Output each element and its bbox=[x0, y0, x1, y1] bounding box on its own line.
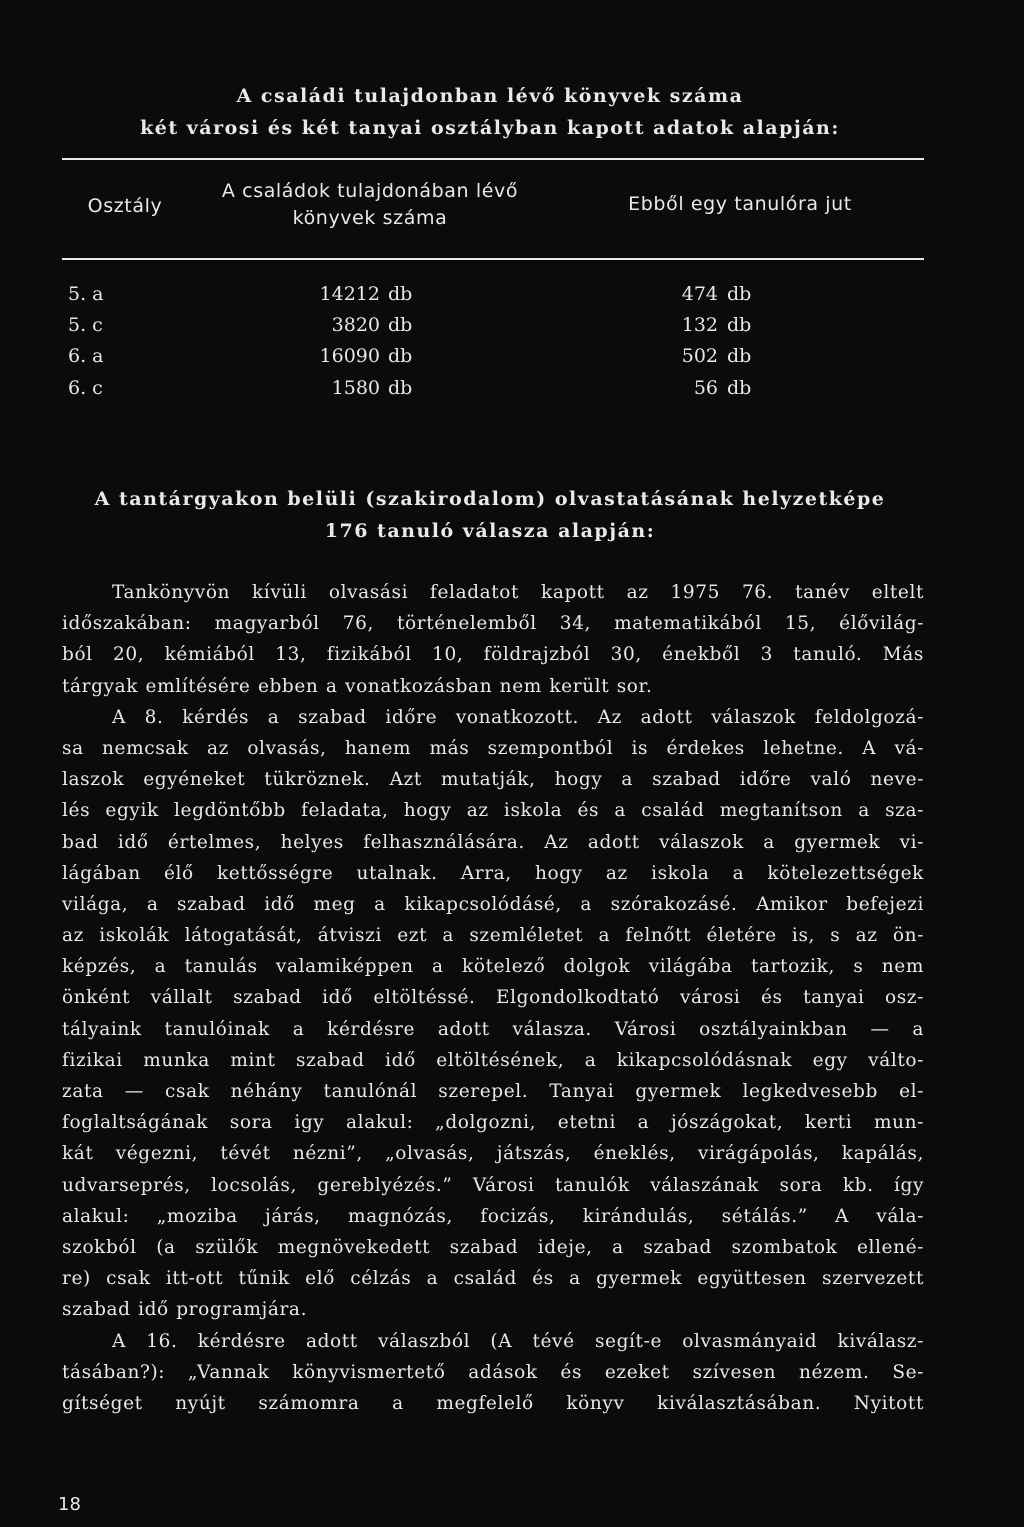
text-line: bad idő értelmes, helyes felhasználására. Az adott válaszok a gyermek vi- bbox=[62, 831, 924, 853]
text-line: szabad idő programjára. bbox=[62, 1299, 308, 1321]
cell-class: 6. a bbox=[68, 345, 104, 367]
cell-per-student: 56 bbox=[693, 377, 718, 399]
text-line: szokból (a szülők megnövekedett szabad ideje, a szabad szombatok ellené- bbox=[62, 1236, 924, 1258]
header-per-student: Ebből egy tanulóra jut bbox=[628, 193, 852, 215]
text-line: zata — csak néhány tanulónál szerepel. Tanyai gyermek legkedvesebb el- bbox=[62, 1081, 924, 1102]
cell-per-unit: db bbox=[727, 377, 752, 399]
cell-per-unit: db bbox=[727, 314, 752, 336]
table-row bbox=[0, 314, 1024, 347]
text-line: képzés, a tanulás valamiképpen a kötelező dolgok világába tartozik, s nem bbox=[62, 956, 924, 978]
section-title bbox=[60, 483, 920, 547]
table-top-rule bbox=[62, 158, 924, 160]
text-line: A 16. kérdésre adott válaszból (A tévé segít-e olvasmányaid kiválasz- bbox=[112, 1330, 924, 1352]
cell-per-unit: db bbox=[727, 345, 752, 367]
text-line: ból 20, kémiából 13, fizikából 10, földrajzból 30, énekből 3 tanuló. Más bbox=[62, 644, 924, 666]
cell-books: 14212 bbox=[319, 283, 380, 305]
table-header-rule bbox=[62, 258, 924, 260]
text-line: időszakában: magyarból 76, történelemből 34, matematikából 15, élővilág- bbox=[62, 613, 924, 635]
section-title-line-2: 176 tanuló válasza alapján: bbox=[324, 520, 656, 542]
header-class: Osztály bbox=[87, 195, 163, 217]
text-line: tásában?): „Vannak könyvismertető adások és ezeket szívesen nézem. Se- bbox=[62, 1361, 924, 1383]
text-line: önként vállalt szabad idő eltöltéssé. Elgondolkodtató városi és tanyai osz- bbox=[62, 987, 924, 1009]
text-line: re) csak itt-ott tűnik elő célzás a család és a gyermek együttesen szervezett bbox=[62, 1268, 924, 1290]
cell-per-student: 132 bbox=[681, 314, 718, 336]
cell-class: 5. c bbox=[68, 314, 103, 336]
header-books bbox=[180, 178, 560, 232]
body-text bbox=[62, 577, 924, 1419]
table-title-line-2: két városi és két tanyai osztályban kapott adatok alapján: bbox=[140, 117, 840, 139]
text-line: udvarseprés, locsolás, gereblyézés.” Városi tanulók válaszának sora kb. így bbox=[62, 1174, 924, 1196]
cell-class: 5. a bbox=[68, 283, 104, 305]
cell-class: 6. c bbox=[68, 377, 103, 399]
table-title bbox=[60, 80, 920, 144]
text-line: foglaltságának sora igy alakul: „dolgozni, etetni a jószágokat, kerti mun- bbox=[62, 1112, 924, 1134]
table-row bbox=[0, 283, 1024, 316]
text-line: tárgyak említésére ebben a vonatkozásban nem került sor. bbox=[62, 675, 653, 697]
text-line: kát végezni, tévét nézni”, „olvasás, játszás, éneklés, virágápolás, kapálás, bbox=[62, 1143, 924, 1165]
cell-per-student: 502 bbox=[681, 345, 718, 367]
cell-per-student: 474 bbox=[681, 283, 718, 305]
table-row bbox=[0, 345, 1024, 378]
cell-books-unit: db bbox=[388, 314, 413, 336]
text-line: alakul: „moziba járás, magnózás, focizás, kirándulás, sétálás.” A vála- bbox=[62, 1205, 924, 1227]
text-line: Tankönyvön kívüli olvasási feladatot kapott az 1975 76. tanév eltelt bbox=[112, 582, 924, 603]
text-line: tályaink tanulóinak a kérdésre adott válasza. Városi osztályainkban — a bbox=[62, 1018, 924, 1040]
text-line: fizikai munka mint szabad idő eltöltésének, a kikapcsolódásnak egy válto- bbox=[62, 1049, 924, 1071]
text-line: A 8. kérdés a szabad időre vonatkozott. Az adott válaszok feldolgozá- bbox=[112, 706, 924, 728]
text-line: lés egyik legdöntőbb feladata, hogy az iskola és a család megtanítson a sza- bbox=[62, 800, 924, 822]
header-books-line-2: könyvek száma bbox=[292, 207, 448, 229]
page-number: 18 bbox=[58, 1494, 81, 1515]
cell-books: 16090 bbox=[319, 345, 380, 367]
table-title-line-1: A családi tulajdonban lévő könyvek száma bbox=[236, 85, 744, 107]
cell-books-unit: db bbox=[388, 283, 413, 305]
cell-books-unit: db bbox=[388, 377, 413, 399]
text-line: gítséget nyújt számomra a megfelelő könyv kiválasztásában. Nyitott bbox=[62, 1392, 924, 1414]
cell-books-unit: db bbox=[388, 345, 413, 367]
text-line: lágában élő kettősségre utalnak. Arra, hogy az iskola a kötelezettségek bbox=[62, 862, 924, 884]
table-row bbox=[0, 377, 1024, 410]
text-line: világa, a szabad idő meg a kikapcsolódásé, a szórakozásé. Amikor befejezi bbox=[62, 893, 924, 915]
text-line: laszok egyéneket tükröznek. Azt mutatják, hogy a szabad időre való neve- bbox=[62, 769, 924, 791]
cell-books: 1580 bbox=[331, 377, 380, 399]
cell-books: 3820 bbox=[331, 314, 380, 336]
cell-per-unit: db bbox=[727, 283, 752, 305]
text-line: sa nemcsak az olvasás, hanem más szempontból is érdekes lehetne. A vá- bbox=[62, 737, 924, 759]
section-title-line-1: A tantárgyakon belüli (szakirodalom) olvastatásának helyzetképe bbox=[94, 488, 886, 510]
header-books-line-1: A családok tulajdonában lévő bbox=[221, 180, 519, 202]
text-line: az iskolák látogatását, átviszi ezt a szemléletet a felnőtt életére is, s az ön- bbox=[62, 925, 924, 947]
